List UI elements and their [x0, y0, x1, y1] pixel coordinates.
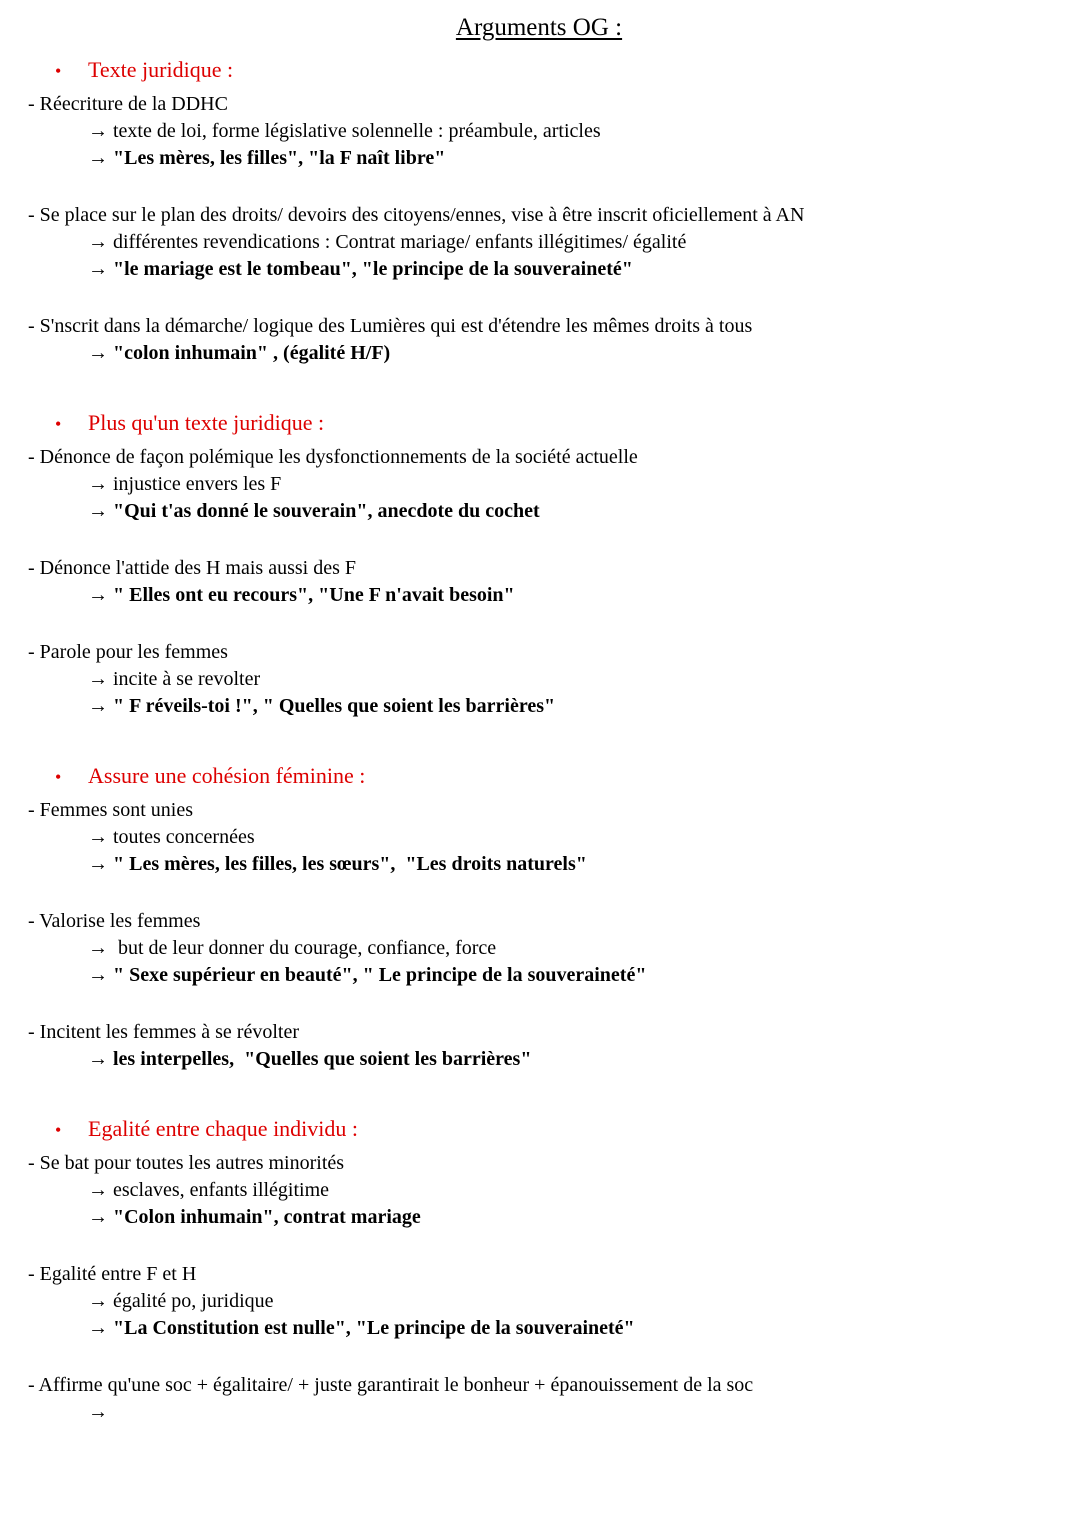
quote-line: → les interpelles, "Quelles que soient les barrières": [88, 1048, 532, 1070]
arrow-sub-line: → égalité po, juridique: [88, 1290, 274, 1312]
note-item: [28, 797, 1050, 878]
note-item: [28, 555, 1050, 609]
bullet-icon: •: [55, 414, 62, 434]
note-item: [28, 313, 1050, 367]
item-lead-line: - Affirme qu'une soc + égalitaire/ + juste garantirait le bonheur + épanouissement de la soc: [28, 1374, 754, 1396]
item-lead-line: - Se place sur le plan des droits/ devoirs des citoyens/ennes, vise à être inscrit oficiellement à AN: [28, 204, 805, 226]
note-item: [28, 908, 1050, 989]
section-heading: Assure une cohésion féminine :: [88, 763, 366, 788]
arrow-sub-line: → but de leur donner du courage, confiance, force: [88, 937, 497, 959]
quote-line: → " F réveils-toi !", " Quelles que soient les barrières": [88, 695, 556, 717]
item-lead-line: - Dénonce de façon polémique les dysfonctionnements de la société actuelle: [28, 446, 638, 468]
quote-line: → " Les mères, les filles, les sœurs", "Les droits naturels": [88, 853, 587, 875]
section: [28, 56, 1050, 367]
quote-line: → "Qui t'as donné le souverain", anecdote du cochet: [88, 500, 540, 522]
section-items: [28, 1150, 1050, 1426]
section: [28, 1115, 1050, 1426]
quote-line: → " Elles ont eu recours", "Une F n'avait besoin": [88, 584, 515, 606]
note-item: [28, 1372, 1050, 1426]
item-lead-line: - Femmes sont unies: [28, 799, 193, 821]
note-item: [28, 1261, 1050, 1342]
page-title: Arguments OG :: [455, 14, 623, 41]
sections-container: [28, 56, 1050, 1426]
quote-line: → " Sexe supérieur en beauté", " Le principe de la souveraineté": [88, 964, 647, 986]
section-heading-row: [28, 762, 1050, 791]
section-items: [28, 797, 1050, 1073]
note-item: [28, 91, 1050, 172]
note-item: [28, 1150, 1050, 1231]
note-item: [28, 1019, 1050, 1073]
quote-line: → "Colon inhumain", contrat mariage: [88, 1206, 421, 1228]
arrow-sub-line: → différentes revendications : Contrat mariage/ enfants illégitimes/ égalité: [88, 231, 687, 253]
section-heading: Egalité entre chaque individu :: [88, 1116, 359, 1141]
section: [28, 409, 1050, 720]
section-heading: Plus qu'un texte juridique :: [88, 410, 325, 435]
bullet-icon: •: [55, 1120, 62, 1140]
quote-line: → "Les mères, les filles", "la F naît libre": [88, 147, 446, 169]
section-heading-row: [28, 56, 1050, 85]
section-heading-row: [28, 409, 1050, 438]
section: [28, 762, 1050, 1073]
note-item: [28, 639, 1050, 720]
arrow-sub-line: → toutes concernées: [88, 826, 255, 848]
item-lead-line: - Incitent les femmes à se révolter: [28, 1021, 299, 1043]
quote-line: → "le mariage est le tombeau", "le principe de la souveraineté": [88, 258, 633, 280]
quote-line: → "La Constitution est nulle", "Le principe de la souveraineté": [88, 1317, 635, 1339]
arrow-sub-line: → texte de loi, forme législative solennelle : préambule, articles: [88, 120, 601, 142]
note-item: [28, 202, 1050, 283]
arrow-sub-line: → incite à se revolter: [88, 668, 261, 690]
item-lead-line: - S'nscrit dans la démarche/ logique des Lumières qui est d'étendre les mêmes droits à tous: [28, 315, 753, 337]
item-lead-line: - Egalité entre F et H: [28, 1263, 197, 1285]
quote-line: → "colon inhumain" , (égalité H/F): [88, 342, 391, 364]
item-lead-line: - Valorise les femmes: [28, 910, 201, 932]
section-heading-row: [28, 1115, 1050, 1144]
section-heading: Texte juridique :: [88, 57, 234, 82]
section-items: [28, 91, 1050, 367]
note-item: [28, 444, 1050, 525]
item-lead-line: - Se bat pour toutes les autres minorités: [28, 1152, 345, 1174]
item-lead-line: - Dénonce l'attide des H mais aussi des F: [28, 557, 356, 579]
arrow-sub-line: → esclaves, enfants illégitime: [88, 1179, 330, 1201]
item-lead-line: - Réecriture de la DDHC: [28, 93, 228, 115]
arrow-sub-line: →: [88, 1401, 108, 1423]
item-lead-line: - Parole pour les femmes: [28, 641, 228, 663]
bullet-icon: •: [55, 767, 62, 787]
arrow-sub-line: → injustice envers les F: [88, 473, 282, 495]
title-row: [28, 14, 1050, 42]
bullet-icon: •: [55, 61, 62, 81]
section-items: [28, 444, 1050, 720]
